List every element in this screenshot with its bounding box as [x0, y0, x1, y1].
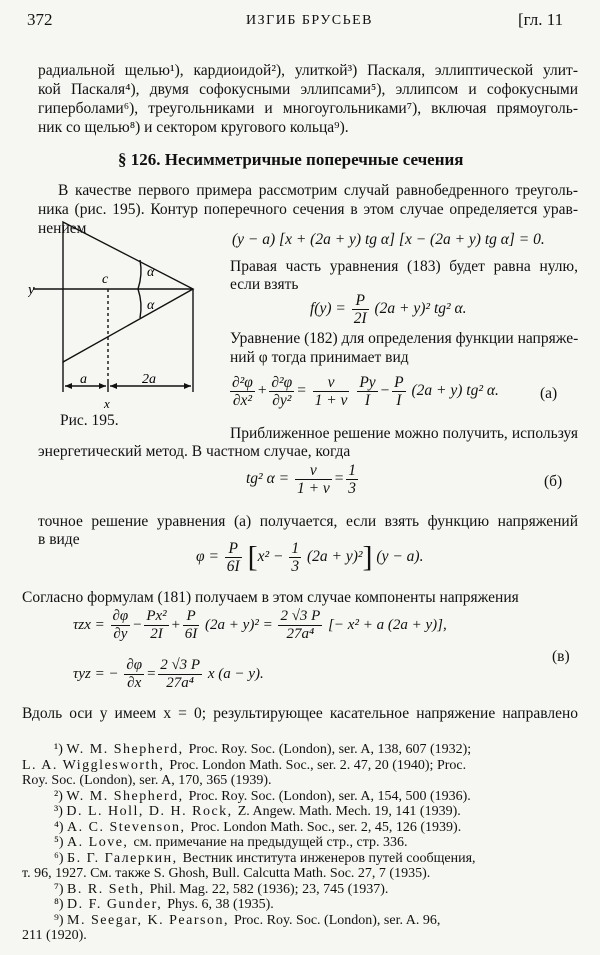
para3-line: ний φ тогда принимает вид: [230, 349, 409, 366]
eq-tau-yz-tail: x (a − y).: [207, 665, 264, 682]
eq-a-frac3-num: ν: [313, 374, 350, 392]
footnote-text: Proc. London Math. Soc., ser. 2. 47, 20 (1940); Proc.: [169, 757, 467, 773]
footnote-text: Proc. Roy. Soc. (London), ser. A, 138, 607 (1932);: [188, 742, 472, 757]
para4-line: энергетический метод. В частном случае, когда: [38, 443, 351, 460]
eq-tau-zx-d1: ∂y: [113, 626, 128, 642]
para2-line: если взять: [230, 276, 299, 293]
para5-line: в виде: [38, 531, 80, 548]
footnote-text: Z. Angew. Math. Mech. 19, 141 (1939).: [237, 804, 461, 819]
footnote-line: [22, 758, 466, 774]
eq-f-den: 2I: [353, 310, 367, 327]
eq-b-den2: 3: [348, 480, 356, 497]
footnote-text: Proc. Roy. Soc. (London), ser. A, 154, 500 (1936).: [188, 788, 471, 804]
fig-label-a: a: [80, 372, 87, 387]
eq-a-tail: (2a + y) tg² α.: [411, 382, 499, 400]
eq-tau-zx-n2: Px²: [146, 608, 167, 624]
eq-phi-den: 6I: [226, 558, 240, 575]
eq-a-frac1-num: ∂²φ: [232, 374, 253, 391]
eq-tau-zx-n1: ∂φ: [112, 608, 129, 624]
para7-line: Вдоль оси y имеем x = 0; результирующее касательное напряжение направлено: [22, 705, 578, 722]
intro-line: гиперболами⁶), треугольниками и многоугольниками⁷), включая прямоуголь-: [38, 100, 578, 117]
eq-tau-zx-d4: 27a⁴: [286, 626, 315, 642]
eq-tau-zx-n3: P: [183, 608, 200, 626]
eq-tau-yz-n2: 2 √3 P: [160, 657, 201, 673]
footnote-text: см. примечание на предыдущей стр., стр. 336.: [133, 835, 408, 850]
eq-tau-yz-d1: ∂x: [127, 675, 142, 691]
footnote-text: т. 96, 1927. См. также S. Ghosh, Bull. Calcutta Math. Soc. 27, 7 (1935).: [22, 866, 431, 881]
footnote-author: B. R. Seth,: [67, 881, 150, 897]
eq-a-plus: +: [256, 382, 268, 400]
eq-a-frac2-den: ∂y²: [272, 392, 292, 409]
footnote-author: A. Love,: [67, 835, 134, 850]
footnote-author: A. C. Stevenson,: [67, 819, 191, 835]
footnote-line: [54, 742, 471, 758]
footnote-line: [54, 820, 461, 836]
eq-tau-zx: [73, 608, 447, 643]
eq-phi: [196, 540, 423, 575]
para3-line: Уравнение (182) для определения функции напряже-: [230, 330, 579, 347]
eq-a-frac4-den: I: [364, 392, 371, 409]
alpha-arc-bottom: [138, 289, 141, 318]
eq-b: [246, 462, 360, 497]
eq-tau-yz-lhs: τyz = −: [73, 665, 119, 682]
footnote-line: [54, 897, 274, 913]
para5-line: точное решение уравнения (а) получается, если взять функцию напряжений: [38, 513, 578, 530]
footnote-text: Proc. Roy. Soc. (London), ser. A. 96,: [233, 912, 441, 928]
para2-line: Правая часть уравнения (183) будет равна нулю,: [230, 258, 578, 275]
para1-line: ника (рис. 195). Контур поперечного сечения в этом случае определяется урав-: [38, 201, 578, 218]
eq-tau-zx-t2: [− x² + a (2a + y)],: [328, 616, 447, 633]
eq-f-lhs: f(y) =: [310, 300, 346, 318]
footnote-line: [22, 928, 87, 944]
footnote-text: Вестник института инженеров путей сообщения,: [182, 850, 476, 866]
footnote-text: Phys. 6, 38 (1935).: [167, 897, 274, 912]
eq-b-equals: =: [333, 470, 345, 488]
eq-tau-yz-equals: =: [146, 665, 157, 682]
footnote-author: D. F. Gunder,: [67, 897, 168, 912]
section-title: § 126. Несимметричные поперечные сечения: [118, 150, 464, 169]
eq-phi-lhs: φ =: [196, 548, 219, 566]
footnote-mark: ²): [54, 788, 67, 804]
eq-a-frac3-den: 1 + ν: [314, 392, 348, 409]
fig-label-c: c: [102, 272, 109, 287]
eq-contour: (y − a) [x + (2a + y) tg α] [x − (2a + y) tg α] = 0.: [232, 231, 545, 248]
eq-phi-bracket-right: ]: [362, 540, 373, 574]
footnote-mark: ⁵): [54, 835, 68, 850]
footnote-text: Phil. Mag. 22, 582 (1936); 23, 745 (1937).: [149, 881, 389, 897]
eq-f-rhs: (2a + y)² tg² α.: [374, 300, 467, 318]
eq-a: [228, 374, 499, 409]
alpha-arc-top: [138, 260, 141, 289]
eq-tau-yz: [73, 657, 264, 692]
eq-a-frac5-num: P: [394, 374, 404, 391]
intro-line: радиальной щелью¹), кардиоидой²), улиткой³) Паскаля, эллиптической улит-: [38, 62, 578, 79]
eq-phi-den2: 3: [291, 558, 300, 575]
eq-a-frac5-den: I: [396, 392, 402, 409]
footnote-line: [54, 835, 408, 851]
fig-label-y: y: [28, 282, 35, 298]
footnote-author: M. Seegar, K. Pearson,: [67, 912, 234, 928]
eq-tau-yz-d2: 27a⁴: [166, 675, 195, 691]
footnote-line: [54, 789, 471, 805]
footnote-mark: ³): [54, 804, 67, 819]
figure-caption: Рис. 195.: [60, 412, 119, 429]
fig-label-alpha-top: α: [147, 265, 155, 280]
footnote-line: [54, 804, 461, 820]
eq-v-label: (в): [552, 648, 570, 665]
footnote-author: D. L. Holl, D. H. Rock,: [66, 804, 238, 819]
figure-195: [28, 212, 228, 422]
eq-phi-num2: 1: [291, 540, 300, 557]
intro-line: ник со щелью⁸) и сектором кругового кольца⁹).: [38, 119, 349, 136]
eq-tau-zx-d2: 2I: [150, 626, 163, 642]
footnote-mark: ⁶): [54, 850, 68, 866]
footnote-text: Proc. London Math. Soc., ser. 2, 45, 126 (1939).: [190, 819, 462, 835]
fig-label-2a: 2a: [142, 372, 156, 387]
eq-b-den1: 1 + ν: [296, 480, 330, 497]
eq-tau-yz-n1: ∂φ: [126, 657, 143, 673]
eq-b-label: (б): [544, 473, 563, 490]
para6-line: Согласно формулам (181) получаем в этом случае компоненты напряжения: [22, 589, 519, 606]
eq-tau-zx-plus: +: [170, 616, 181, 633]
eq-f: [310, 292, 467, 327]
para1-line: нением: [38, 220, 87, 237]
eq-phi-inner-b: (2a + y)²: [306, 548, 363, 566]
eq-a-minus: −: [379, 382, 391, 400]
eq-tau-zx-n4: 2 √3 P: [280, 608, 321, 624]
footnote-line: [54, 851, 476, 867]
footnote-author: L. A. Wigglesworth,: [22, 757, 170, 773]
eq-a-frac2-num: ∂²φ: [271, 374, 293, 391]
footnote-line: [22, 866, 430, 882]
footnote-mark: ⁹): [54, 912, 68, 928]
eq-phi-tail: (y − a).: [376, 548, 424, 566]
footnote-text: Roy. Soc. (London), ser. A, 170, 365 (1939).: [22, 773, 272, 788]
running-title: ИЗГИБ БРУСЬЕВ: [246, 13, 374, 28]
footnote-mark: ⁸): [54, 897, 68, 912]
eq-phi-inner-a: x² −: [257, 548, 284, 566]
page-number: 372: [27, 10, 53, 29]
footnote-line: [54, 882, 388, 898]
eq-b-lhs: tg² α =: [246, 470, 290, 488]
footnote-mark: ⁷): [54, 881, 68, 897]
fig-label-alpha-bottom: α: [147, 298, 155, 313]
fig-label-x: x: [104, 396, 110, 411]
eq-b-num1: ν: [295, 462, 332, 480]
intro-line: кой Паскаля⁴), двумя софокусными эллипсами⁵), эллипсом и софокусными: [38, 81, 578, 98]
eq-tau-zx-lhs: τzx =: [73, 616, 105, 633]
eq-b-num2: 1: [348, 462, 356, 479]
eq-tau-zx-t1: (2a + y)² =: [205, 616, 273, 633]
eq-tau-zx-d3: 6I: [184, 626, 198, 642]
para1-line: В качестве первого примера рассмотрим случай равнобедренного треуголь-: [58, 182, 578, 199]
eq-a-frac4-num: Py: [359, 374, 376, 391]
eq-f-num: P: [352, 292, 369, 310]
footnote-text: 211 (1920).: [22, 928, 87, 943]
para4-line: Приближенное решение можно получить, используя: [230, 425, 578, 442]
eq-a-label: (а): [540, 385, 558, 402]
footnote-author: W. M. Shepherd,: [66, 742, 189, 757]
footnote-mark: ⁴): [54, 819, 68, 835]
triangle-outline: [63, 222, 193, 362]
footnote-line: [54, 913, 440, 929]
footnote-line: [22, 773, 272, 789]
eq-phi-num: P: [225, 540, 242, 558]
eq-phi-bracket-left: [: [247, 540, 258, 574]
footnote-mark: ¹): [54, 742, 67, 757]
eq-a-equals: =: [296, 382, 307, 400]
chapter-ref: [гл. 11: [518, 10, 564, 29]
footnote-author: W. M. Shepherd,: [66, 788, 189, 804]
footnote-author: Б. Г. Галеркин,: [67, 850, 183, 866]
eq-a-frac1-den: ∂x²: [232, 392, 253, 409]
eq-tau-zx-minus: −: [132, 616, 143, 633]
